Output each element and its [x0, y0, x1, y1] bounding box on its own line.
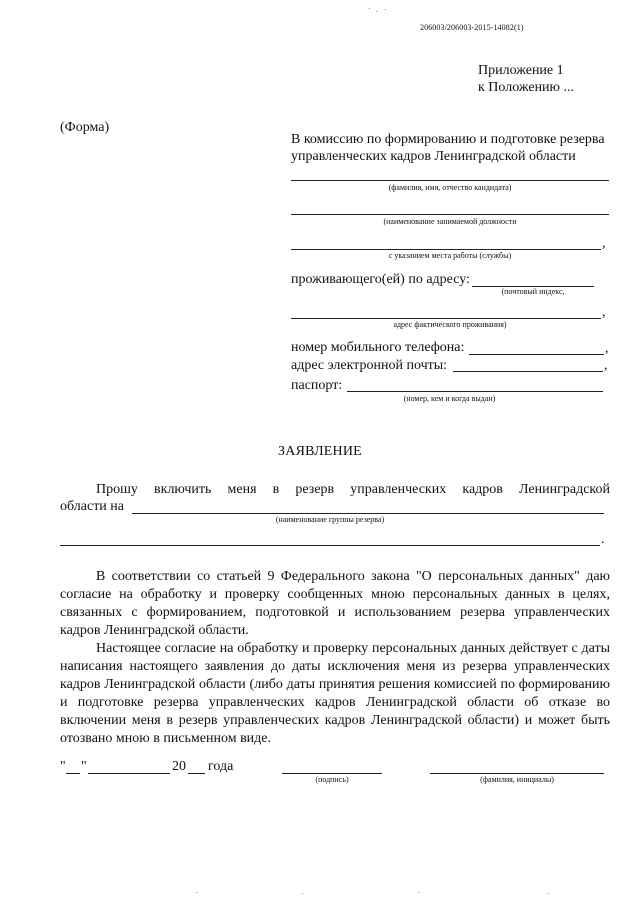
reserve-group-line-2[interactable] — [60, 545, 600, 546]
scan-speck — [302, 893, 303, 894]
position-line[interactable] — [291, 214, 609, 215]
reserve-group-line[interactable] — [132, 513, 604, 514]
actual-address-line[interactable] — [291, 318, 601, 319]
annex-number: Приложение 1 — [478, 63, 564, 78]
date-month-line[interactable] — [88, 773, 170, 774]
workplace-comma: , — [602, 236, 606, 251]
date-quote-close: " — [81, 759, 87, 774]
full-name-line[interactable] — [291, 180, 609, 181]
date-year-line[interactable] — [188, 773, 205, 774]
annex-reference: к Положению ... — [478, 80, 575, 95]
signature-caption: (подпись) — [315, 775, 349, 784]
request-line-2-prefix: области на — [60, 499, 125, 514]
date-year-suffix: года — [208, 759, 234, 774]
email-line[interactable] — [453, 371, 603, 372]
request-line-1: Прошу включить меня в резерв управленческих кадров Ленинградской — [96, 482, 610, 497]
passport-caption: (номер, кем и когда выдан) — [403, 394, 496, 403]
name-initials-caption: (фамилия, инициалы) — [480, 775, 554, 784]
form-label: (Форма) — [60, 120, 110, 135]
date-quote-open: " — [60, 759, 66, 774]
scan-speck — [418, 892, 419, 893]
consent-paragraph-2: Настоящее согласие на обработку и проверку персональных данных действует с даты написания настоящего заявления до даты исключения меня из резерва управленческих кадров Ленинградской области (либо даты принятия решения комиссией по формированию и подготовке резерва управленческих кадров Ленинградской области об отказе во включении меня в резерв управленческих кадров Ленинградской области) и может быть отозвано мною в письменном виде. — [60, 641, 610, 746]
date-day-line[interactable] — [66, 773, 80, 774]
email-label: адрес электронной почты: — [291, 358, 448, 373]
mobile-phone-line[interactable] — [469, 354, 604, 355]
residing-label: проживающего(ей) по адресу: — [291, 272, 470, 287]
workplace-line[interactable] — [291, 249, 601, 250]
reserve-group-caption: (наименование группы резерва) — [275, 515, 385, 524]
addressee-block: В комиссию по формированию и подготовке резерва управленческих кадров Ленинградской области — [291, 132, 605, 164]
email-comma: , — [604, 358, 608, 373]
scan-speck — [369, 8, 370, 9]
postal-caption: (почтовый индекс, — [501, 287, 565, 296]
position-caption: (наименование занимаемой должности — [383, 217, 517, 226]
scan-speck — [548, 893, 549, 894]
actual-address-comma: , — [602, 305, 606, 320]
scan-speck — [385, 9, 386, 10]
date-year-prefix: 20 — [172, 759, 186, 774]
document-title: ЗАЯВЛЕНИЕ — [278, 444, 362, 459]
document-id: 206003/206003-2015-14082(1) — [420, 23, 524, 32]
mobile-comma: , — [605, 341, 609, 356]
full-name-caption: (фамилия, имя, отчество кандидата) — [388, 183, 512, 192]
mobile-label: номер мобильного телефона: — [291, 340, 465, 355]
signature-line[interactable] — [282, 773, 382, 774]
name-initials-line[interactable] — [430, 773, 604, 774]
passport-line[interactable] — [347, 391, 603, 392]
passport-label: паспорт: — [291, 378, 343, 393]
scan-speck — [376, 11, 377, 12]
request-period: . — [601, 532, 605, 547]
scan-speck — [196, 892, 197, 893]
workplace-caption: с указанием места работы (службы) — [388, 251, 512, 260]
actual-address-caption: адрес фактического проживания) — [393, 320, 507, 329]
consent-paragraph-1: В соответствии со статьей 9 Федерального закона "О персональных данных" даю согласие на обработку и проверку сообщенных мною персональных данных в целях, связанных с формированием, подготовкой и использованием резерва управленческих кадров Ленинградской области. — [60, 569, 610, 638]
